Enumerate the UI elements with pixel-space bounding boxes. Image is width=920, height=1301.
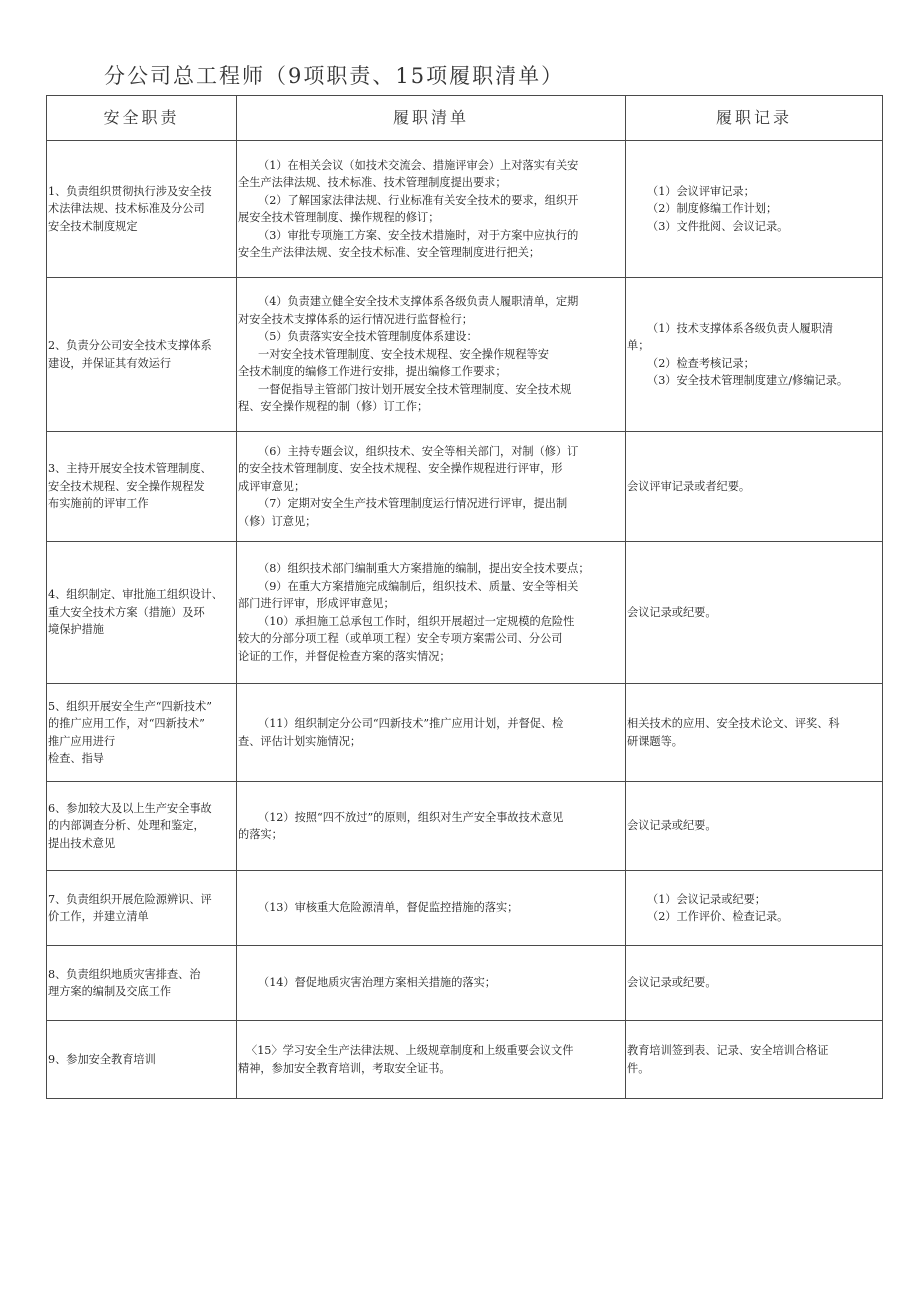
checklist-cell: [237, 782, 626, 871]
checklist-line: 全技术制度的编修工作进行安排，提出编修工作要求；: [238, 365, 507, 379]
record-line: （1）会议记录或纪要；: [647, 892, 766, 906]
responsibility-line: 理方案的编制及交底工作: [48, 985, 172, 998]
checklist-line: （11）组织制定分公司“四新技术”推广应用计划，并督促、检: [258, 717, 564, 730]
responsibility-line: 6、参加较大及以上生产安全事故: [48, 801, 212, 815]
table-header-row: [47, 96, 883, 141]
checklist-line: （修）订意见；: [238, 514, 317, 528]
record-cell: [626, 684, 883, 782]
checklist-line: 成评审意见；: [238, 479, 306, 493]
checklist-line: 的安全技术管理制度、安全技术规程、安全操作规程进行评审，形: [238, 462, 563, 476]
record-cell: [626, 432, 883, 542]
responsibility-line: 建设，并保证其有效运行: [48, 356, 172, 370]
checklist-cell: [237, 684, 626, 782]
record-line: 研课题等。: [627, 734, 683, 748]
checklist-line: （1）在相关会议（如技术交流会、措施评审会）上对落实有关安: [258, 158, 579, 172]
responsibility-line: 术法律法规、技术标准及分公司: [48, 202, 205, 216]
checklist-cell: [237, 871, 626, 946]
responsibility-cell: [47, 871, 237, 946]
checklist-cell: [237, 278, 626, 432]
record-line: 会议记录或纪要。: [627, 819, 717, 833]
record-line: 教育培训签到表、记录、安全培训合格证: [627, 1044, 829, 1057]
responsibility-cell: [47, 278, 237, 432]
duty-table: [46, 95, 883, 1099]
table-row: [47, 141, 883, 278]
responsibility-line: 5、组织开展安全生产“四新技术”: [48, 699, 212, 713]
record-cell: [626, 1021, 883, 1099]
checklist-line: 的落实；: [238, 828, 283, 841]
responsibility-line: 3、主持开展安全技术管理制度、: [48, 462, 212, 476]
record-line: （2）制度修编工作计划；: [647, 202, 778, 216]
checklist-line: （13）审核重大危险源清单，督促监控措施的落实；: [258, 901, 519, 915]
checklist-line: （9）在重大方案措施完成编制后，组织技术、质量、安全等相关: [258, 579, 579, 593]
responsibility-cell: [47, 1021, 237, 1099]
checklist-line: 对安全技术支撑体系的运行情况进行监督检行；: [238, 312, 473, 326]
checklist-line: （2）了解国家法律法规、行业标准有关安全技术的要求，组织开: [258, 193, 579, 207]
responsibility-line: 安全技术规程、安全操作规程发: [48, 479, 205, 493]
header-record: 履职记录: [626, 96, 883, 141]
record-line: 会议记录或纪要。: [627, 605, 717, 619]
responsibility-cell: [47, 946, 237, 1021]
record-line: 相关技术的应用、安全技术论文、评奖、科: [627, 717, 840, 730]
responsibility-line: 4、组织制定、审批施工组织设计、: [48, 588, 223, 602]
responsibility-line: 1、负责组织贯彻执行涉及安全技: [48, 184, 212, 198]
checklist-line: 〈15〉学习安全生产法律法规、上级规章制度和上级重要会议文件: [246, 1044, 574, 1057]
record-cell: [626, 871, 883, 946]
document-title: 分公司总工程师（9项职责、15项履职清单）: [104, 64, 565, 88]
responsibility-cell: [47, 542, 237, 684]
table-row: [47, 684, 883, 782]
checklist-line: 展安全技术管理制度、操作规程的修订；: [238, 211, 440, 224]
checklist-line: 一对安全技术管理制度、安全技术规程、安全操作规程等安: [258, 347, 549, 361]
responsibility-line: 布实施前的评审工作: [48, 497, 149, 511]
checklist-line: 精神，参加安全教育培训，考取安全证书。: [238, 1061, 451, 1075]
responsibility-line: 安全技术制度规定: [48, 219, 138, 233]
record-line: 会议记录或纪要。: [627, 976, 717, 990]
record-cell: [626, 141, 883, 278]
responsibility-cell: [47, 782, 237, 871]
record-line: （3）文件批阅、会议记录。: [647, 219, 789, 233]
responsibility-line: 的推广应用工作，对“四新技术”: [48, 717, 205, 730]
responsibility-cell: [47, 432, 237, 542]
checklist-line: （10）承担施工总承包工作时，组织开展超过一定规模的危险性: [258, 614, 575, 628]
responsibility-line: 提出技术意见: [48, 836, 116, 850]
responsibility-cell: [47, 141, 237, 278]
responsibility-line: 的内部调查分析、处理和鉴定，: [48, 819, 205, 833]
record-line: （1）会议评审记录；: [647, 184, 755, 198]
checklist-cell: [237, 141, 626, 278]
checklist-cell: [237, 542, 626, 684]
record-line: （1）技术支撑体系各级负责人履职清: [647, 321, 834, 335]
table-row: [47, 542, 883, 684]
record-line: 会议评审记录或者纪要。: [627, 479, 751, 493]
table-row: [47, 871, 883, 946]
responsibility-line: 境保护措施: [48, 623, 104, 637]
responsibility-line: 检查、指导: [48, 752, 104, 765]
checklist-cell: [237, 1021, 626, 1099]
record-line: （3）安全技术管理制度建立/修编记录。: [647, 374, 849, 387]
checklist-line: （5）负责落实安全技术管理制度体系建设：: [258, 330, 478, 344]
record-line: （2）工作评价、检查记录。: [647, 910, 789, 923]
checklist-cell: [237, 946, 626, 1021]
record-line: 单；: [627, 339, 650, 352]
responsibility-line: 价工作，并建立清单: [48, 910, 149, 923]
checklist-cell: [237, 432, 626, 542]
checklist-line: 较大的分部分项工程（或单项工程）安全专项方案需公司、分公司: [238, 632, 563, 645]
checklist-line: （8）组织技术部门编制重大方案措施的编制，提出安全技术要点；: [258, 562, 590, 575]
record-cell: [626, 278, 883, 432]
table-row: [47, 432, 883, 542]
table-row: [47, 782, 883, 871]
responsibility-line: 7、负责组织开展危险源辨识、评: [48, 892, 212, 906]
table-row: [47, 946, 883, 1021]
responsibility-line: 2、负责分公司安全技术支撑体系: [48, 339, 212, 352]
checklist-line: 查、评估计划实施情况；: [238, 734, 362, 748]
responsibility-line: 8、负责组织地质灾害排查、治: [48, 967, 201, 981]
responsibility-line: 9、参加安全教育培训: [48, 1052, 156, 1066]
checklist-line: （6）主持专题会议，组织技术、安全等相关部门，对制（修）订: [258, 444, 579, 458]
record-cell: [626, 542, 883, 684]
checklist-line: （4）负责建立健全安全技术支撑体系各级负责人履职清单，定期: [258, 295, 579, 309]
checklist-line: 程、安全操作规程的制（修）订工作；: [238, 400, 429, 414]
checklist-line: 安全生产法律法规、安全技术标准、安全管理制度进行把关；: [238, 246, 541, 259]
responsibility-line: 重大安全技术方案（措施）及环: [48, 605, 205, 619]
record-cell: [626, 782, 883, 871]
header-responsibility: 安全职责: [47, 96, 237, 141]
header-checklist: 履职清单: [237, 96, 626, 141]
record-cell: [626, 946, 883, 1021]
checklist-line: 全生产法律法规、技术标准、技术管理制度提出要求；: [238, 176, 507, 189]
checklist-line: （7）定期对安全生产技术管理制度运行情况进行评审，提出制: [258, 497, 568, 511]
checklist-line: 论证的工作，并督促检查方案的落实情况；: [238, 649, 451, 663]
record-line: 件。: [627, 1061, 650, 1075]
table-row: [47, 278, 883, 432]
record-line: （2）检查考核记录；: [647, 356, 755, 370]
checklist-line: 一督促指导主管部门按计划开展安全技术管理制度、安全技术规: [258, 382, 572, 396]
checklist-line: （3）审批专项施工方案、安全技术措施时，对于方案中应执行的: [258, 228, 579, 242]
checklist-line: （12）按照“四不放过”的原则，组织对生产安全事故技术意见: [258, 810, 564, 824]
responsibility-cell: [47, 684, 237, 782]
checklist-line: 部门进行评审，形成评审意见；: [238, 597, 395, 610]
checklist-line: （14）督促地质灾害治理方案相关措施的落实；: [258, 976, 496, 990]
table-row: [47, 1021, 883, 1099]
responsibility-line: 推广应用进行: [48, 734, 116, 748]
